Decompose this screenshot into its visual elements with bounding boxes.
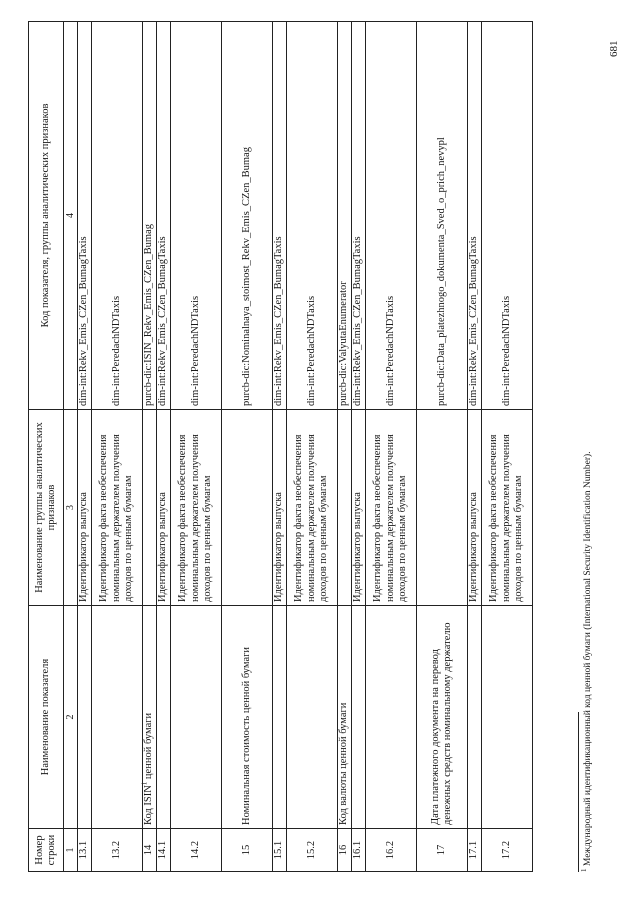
column-number: 1 <box>64 829 78 872</box>
indicator-name <box>157 606 171 829</box>
indicator-name <box>352 606 366 829</box>
header-row <box>29 22 64 872</box>
indicator-name <box>482 606 533 829</box>
code: dim-int:Rekv_Emis_CZen_BumagTaxis <box>352 22 366 410</box>
table-row <box>273 22 287 872</box>
table-row <box>468 22 482 872</box>
indicator-name <box>287 606 338 829</box>
group-name: Идентификатор выпуска <box>157 410 171 606</box>
table-row <box>78 22 92 872</box>
group-name: Идентификатор выпуска <box>273 410 287 606</box>
indicator-name <box>140 606 157 829</box>
group-name: Идентификатор факта необеспечения номинальным держателем получения доходов по ценным бумагам <box>482 410 533 606</box>
code: dim-int:Rekv_Emis_CZen_BumagTaxis <box>78 22 92 410</box>
indicator-name-tail: ценной бумаги <box>143 712 155 782</box>
group-name <box>143 410 157 606</box>
code: purcb-dic:ValyutaEnumerator <box>338 22 352 410</box>
code: dim-int:PeredachNDTaxis <box>482 22 533 410</box>
row-number: 15 <box>222 829 273 872</box>
row-number: 17.1 <box>468 829 482 872</box>
table-row <box>287 22 338 872</box>
row-number: 15.1 <box>273 829 287 872</box>
group-name: Идентификатор выпуска <box>78 410 92 606</box>
row-number: 13.2 <box>92 829 143 872</box>
row-number: 14.1 <box>157 829 171 872</box>
table-row <box>157 22 171 872</box>
row-number: 16.1 <box>352 829 366 872</box>
code: dim-int:PeredachNDTaxis <box>287 22 338 410</box>
indicator-name <box>273 606 287 829</box>
code: purcb-dic:Data_platezhnogo_dokumenta_Sved_o_prich_nevypl <box>417 22 468 410</box>
table-row <box>417 22 468 872</box>
group-name: Идентификатор выпуска <box>352 410 366 606</box>
table-row <box>143 22 157 872</box>
group-name <box>338 410 352 606</box>
code: purcb-dic:Nominalnaya_stoimost_Rekv_Emis_CZen_Bumag <box>222 22 273 410</box>
indicator-name: Код валюты ценной бумаги <box>338 606 352 829</box>
table-row <box>366 22 417 872</box>
footnote-divider <box>578 712 579 872</box>
indicator-table <box>28 21 533 872</box>
footnote <box>579 52 594 872</box>
table-row <box>92 22 143 872</box>
table-row <box>352 22 366 872</box>
row-number: 15.2 <box>287 829 338 872</box>
row-number: 14 <box>143 829 157 872</box>
column-number: 4 <box>64 22 78 410</box>
code: dim-int:Rekv_Emis_CZen_BumagTaxis <box>157 22 171 410</box>
footnote-text: Международный идентификационный код ценной бумаги (International Security Identification Number). <box>583 451 593 869</box>
group-name: Идентификатор факта необеспечения номинальным держателем получения доходов по ценным бумагам <box>287 410 338 606</box>
column-numbers-row <box>64 22 78 872</box>
indicator-name: Дата платежного документа на перевод денежных средств номинальному держателю <box>417 606 468 829</box>
header-indicator-name: Наименование показателя <box>29 606 64 829</box>
code: dim-int:Rekv_Emis_CZen_BumagTaxis <box>468 22 482 410</box>
table-row <box>482 22 533 872</box>
row-number: 16 <box>338 829 352 872</box>
indicator-name <box>366 606 417 829</box>
row-number: 17 <box>417 829 468 872</box>
indicator-name-text: Код ISIN <box>143 785 155 825</box>
footnote-mark: 1 <box>579 868 588 872</box>
group-name: Идентификатор факта необеспечения номинальным держателем получения доходов по ценным бумагам <box>366 410 417 606</box>
row-number: 16.2 <box>366 829 417 872</box>
header-group-name: Наименование группы аналитических признаков <box>29 410 64 606</box>
group-name: Идентификатор факта необеспечения номинальным держателем получения доходов по ценным бумагам <box>92 410 143 606</box>
table-row <box>338 22 352 872</box>
column-number: 2 <box>64 606 78 829</box>
indicator-name: Номинальная стоимость ценной бумаги <box>222 606 273 829</box>
indicator-name <box>92 606 143 829</box>
code: dim-int:PeredachNDTaxis <box>171 22 222 410</box>
table-row <box>222 22 273 872</box>
group-name: Идентификатор выпуска <box>468 410 482 606</box>
header-row-number: Номер строки <box>29 829 64 872</box>
indicator-name <box>468 606 482 829</box>
row-number: 13.1 <box>78 829 92 872</box>
indicator-name <box>78 606 92 829</box>
group-name: Идентификатор факта необеспечения номинальным держателем получения доходов по ценным бумагам <box>171 410 222 606</box>
column-number: 3 <box>64 410 78 606</box>
page-number: 681 <box>608 40 620 57</box>
group-name <box>417 410 468 606</box>
header-code: Код показателя, группы аналитических признаков <box>29 22 64 410</box>
code: dim-int:PeredachNDTaxis <box>92 22 143 410</box>
code: purcb-dic:ISIN_Rekv_Emis_CZen_Bumag <box>143 22 157 410</box>
group-name <box>222 410 273 606</box>
footnote-ref: 1 <box>140 781 149 786</box>
row-number: 17.2 <box>482 829 533 872</box>
table-row <box>171 22 222 872</box>
indicator-name <box>171 606 222 829</box>
row-number: 14.2 <box>171 829 222 872</box>
code: dim-int:Rekv_Emis_CZen_BumagTaxis <box>273 22 287 410</box>
code: dim-int:PeredachNDTaxis <box>366 22 417 410</box>
